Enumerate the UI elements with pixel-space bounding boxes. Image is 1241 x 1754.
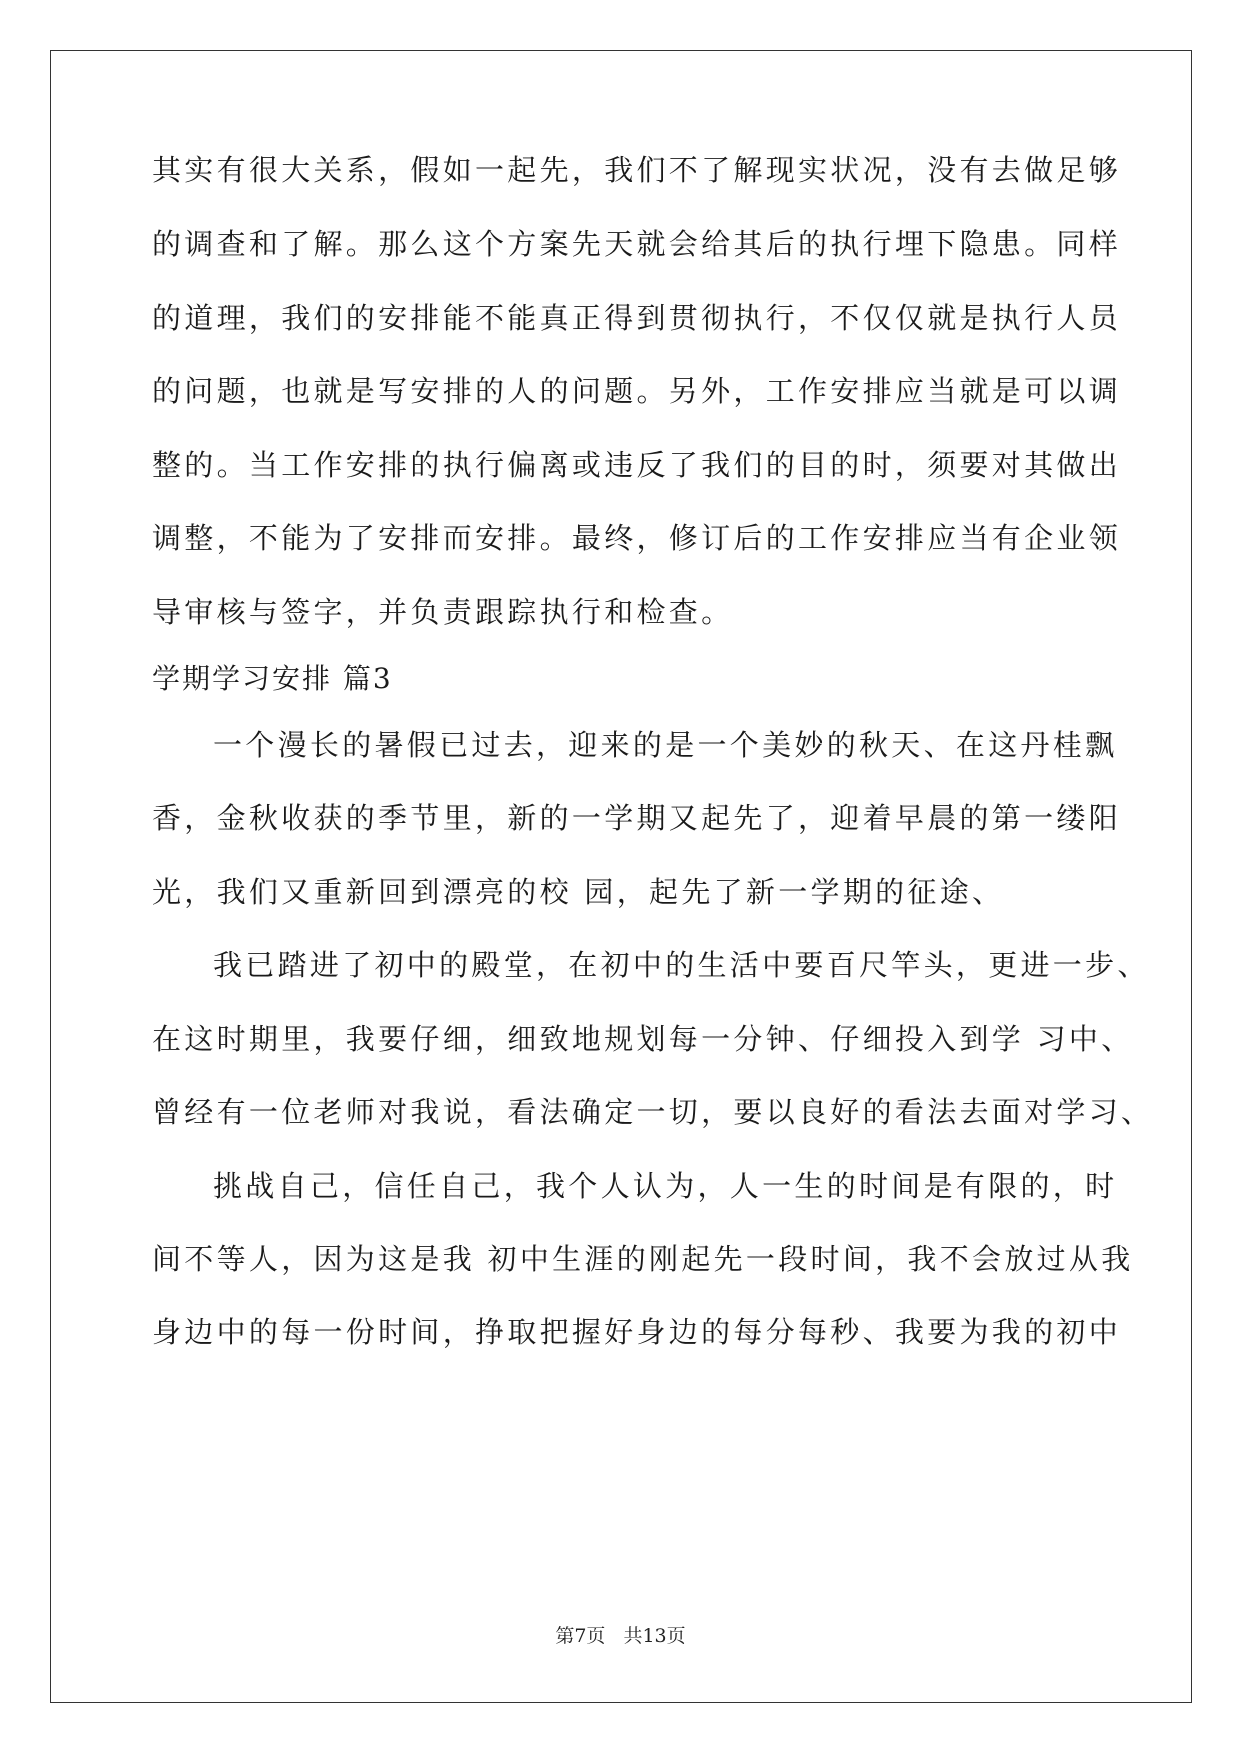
paragraph-line: 整的。当工作安排的执行偏离或违反了我们的目的时，须要对其做出 xyxy=(152,448,1122,482)
paragraph-line: 的调查和了解。那么这个方案先天就会给其后的执行埋下隐患。同样 xyxy=(152,227,1122,261)
paragraph-line: 曾经有一位老师对我说，看法确定一切，要以良好的看法去面对学习、 xyxy=(152,1095,1154,1129)
page-number: 第7页 xyxy=(555,1625,606,1647)
paragraph-line: 我已踏进了初中的殿堂，在初中的生活中要百尺竿头，更进一步、 xyxy=(213,948,1150,982)
paragraph-line: 调整，不能为了安排而安排。最终，修订后的工作安排应当有企业领 xyxy=(152,521,1122,555)
page-total: 共13页 xyxy=(623,1625,686,1647)
page-footer xyxy=(0,1621,1241,1648)
paragraph-line: 其实有很大关系，假如一起先，我们不了解现实状况，没有去做足够 xyxy=(152,153,1122,187)
paragraph-line: 香，金秋收获的季节里，新的一学期又起先了，迎着早晨的第一缕阳 xyxy=(152,801,1122,835)
paragraph-line: 光，我们又重新回到漂亮的校 园，起先了新一学期的征途、 xyxy=(152,875,1005,909)
paragraph-line: 的问题，也就是写安排的人的问题。另外，工作安排应当就是可以调 xyxy=(152,374,1122,408)
paragraph-line: 身边中的每一份时间，挣取把握好身边的每分每秒、我要为我的初中 xyxy=(152,1315,1122,1349)
paragraph-line: 间不等人，因为这是我 初中生涯的刚起先一段时间，我不会放过从我 xyxy=(152,1242,1134,1276)
paragraph-line: 一个漫长的暑假已过去，迎来的是一个美妙的秋天、在这丹桂飘 xyxy=(213,728,1118,762)
paragraph-line: 导审核与签字，并负责跟踪执行和检查。 xyxy=(152,595,734,629)
paragraph-line: 挑战自己，信任自己，我个人认为，人一生的时间是有限的，时 xyxy=(213,1169,1118,1203)
paragraph-line: 在这时期里，我要仔细，细致地规划每一分钟、仔细投入到学 习中、 xyxy=(152,1022,1134,1056)
paragraph-line: 的道理，我们的安排能不能真正得到贯彻执行，不仅仅就是执行人员 xyxy=(152,301,1122,335)
section-heading: 学期学习安排 篇3 xyxy=(152,662,393,695)
